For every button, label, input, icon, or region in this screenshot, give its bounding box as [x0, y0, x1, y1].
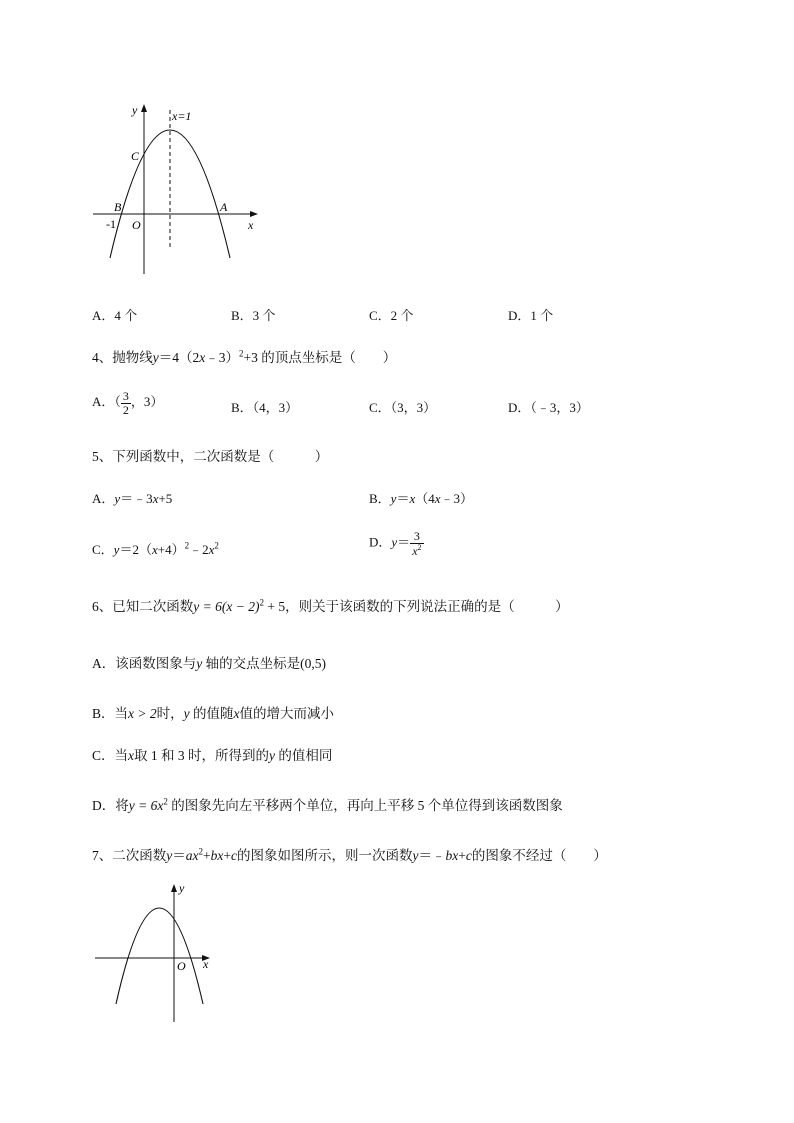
q5-a-mid: ＝﹣3 — [120, 491, 153, 506]
q4-option-d: D．（﹣3，3） — [508, 400, 589, 415]
figure2-parabola-curve — [116, 908, 203, 1004]
q6-option-a — [92, 652, 326, 672]
q4-tail: +3 的顶点坐标是（ ） — [243, 350, 397, 365]
figure1-point-c: C — [131, 149, 140, 163]
q7-post: 的图象不经过（ ） — [471, 848, 607, 863]
q6-b-cond: x > 2 — [128, 706, 157, 721]
q5-c-y: y — [113, 542, 120, 557]
figure2-origin: O — [177, 959, 186, 973]
q6-formula-sup: 2 — [259, 597, 264, 608]
q5-b-x: x — [409, 491, 416, 506]
figure1-axis-label: x=1 — [172, 109, 192, 123]
q7-c: c — [231, 848, 237, 863]
q5-a-y: y — [114, 491, 121, 506]
figure1-parabola-graph — [88, 98, 268, 280]
q3-option-a: A．4 个 — [92, 308, 138, 323]
q4-a-post: ，3） — [130, 394, 164, 410]
q6-formula-tail: + 5 — [263, 599, 286, 614]
q6-stem-post: ，则关于该函数的下列说法正确的是（ ） — [285, 599, 569, 614]
q5-d-den: x — [412, 543, 418, 558]
q6-option-c — [92, 744, 332, 764]
figure1-x-label: x — [248, 218, 254, 232]
figure2-y-label: y — [179, 881, 185, 895]
q3-option-d: D．1 个 — [508, 308, 554, 323]
q7-a: ax — [185, 848, 199, 863]
q5-d-eq: ＝ — [397, 534, 411, 550]
q7-y2: y — [412, 848, 419, 863]
q4-sup: 2 — [239, 348, 244, 359]
q5-b-pre: B． — [369, 491, 391, 506]
q6-d-pre: D．将 — [92, 798, 129, 813]
q6-d-sup: 2 — [163, 796, 168, 807]
q6-d-formula: y = 6x — [128, 798, 164, 813]
q5-d-sup: 2 — [417, 542, 422, 552]
q6-b-post: 值的增大而减小 — [239, 706, 334, 721]
q6-b-pre: B．当 — [92, 706, 129, 721]
q4-rest: ﹣3） — [205, 350, 239, 365]
q7-pre: 7、二次函数 — [92, 848, 167, 863]
q4-stem — [92, 346, 396, 366]
q4-x: x — [199, 350, 206, 365]
q7-bx: bx — [210, 848, 224, 863]
q6-a-pre: A．该函数图象与 — [92, 656, 197, 671]
q7-c2: c — [465, 848, 472, 863]
q7-sup: 2 — [198, 846, 203, 857]
q6-c-mid: 取 1 和 3 时，所得到的 — [134, 748, 270, 763]
q5-c-mid: +4） — [157, 542, 185, 557]
q4-option-a — [92, 390, 163, 416]
q7-bx2: bx — [445, 848, 459, 863]
q5-c-sup: 2 — [184, 540, 190, 551]
figure2-y-arrow — [171, 884, 177, 892]
figure2-x-label: x — [203, 957, 209, 971]
q6-a-y: y — [196, 656, 203, 671]
q6-d-post: 的图象先向左平移两个单位，再向上平移 5 个单位得到该函数图象 — [167, 798, 563, 813]
q6-stem — [92, 595, 569, 615]
q5-c-minus: ﹣2 — [189, 542, 209, 557]
q5-c-x: x — [151, 542, 158, 557]
q5-a-x: x — [152, 491, 159, 506]
figure1-x-arrow — [250, 211, 258, 217]
q6-c-x: x — [128, 748, 135, 763]
q4-option-b: B．（4，3） — [231, 400, 299, 415]
q6-option-d — [92, 794, 563, 814]
q5-a-pre: A． — [92, 491, 115, 506]
q7-stem — [92, 844, 607, 864]
q4-a-pre: A．（ — [92, 394, 121, 410]
q7-plus2: + — [223, 848, 231, 863]
q5-stem: 5、下列函数中，二次函数是（ ） — [92, 449, 329, 464]
q5-c-x2: x — [208, 542, 215, 557]
q6-stem-pre: 6、已知二次函数 — [92, 599, 194, 614]
q5-c-sup2: 2 — [214, 540, 219, 551]
figure1-y-label: y — [132, 103, 138, 117]
q3-option-c: C．2 个 — [369, 308, 414, 323]
q5-b-open: （4 — [415, 491, 435, 506]
q5-c-eq: ＝2（ — [119, 542, 152, 557]
figure1-point-b: B — [114, 200, 122, 214]
q5-d-den-wrap — [410, 544, 423, 558]
q4-option-c: C．（3，3） — [369, 400, 437, 415]
q5-option-c — [92, 539, 219, 558]
q6-c-y: y — [269, 748, 276, 763]
q5-b-eq: ＝ — [396, 491, 410, 506]
q4-a-den: 2 — [122, 402, 129, 417]
q5-option-d — [369, 530, 424, 557]
q7-eq2: ＝﹣ — [418, 848, 446, 863]
q6-c-post: 的值相同 — [275, 748, 333, 763]
q5-b-y: y — [390, 491, 397, 506]
q5-d-num: 3 — [410, 530, 423, 544]
q5-c-pre: C． — [92, 542, 114, 557]
q4-y: y — [152, 350, 159, 365]
q5-b-x2: x — [434, 491, 441, 506]
q6-b-mid: 时， — [156, 706, 184, 721]
q5-d-fraction — [410, 530, 423, 557]
q4-a-fraction — [121, 390, 131, 416]
q7-y1: y — [166, 848, 173, 863]
q6-b-mid2: 的值随 — [189, 706, 234, 721]
q6-b-x: x — [233, 706, 240, 721]
q4-a-num: 3 — [122, 389, 129, 403]
figure1-point-a: A — [220, 200, 228, 214]
figure1-y-arrow — [141, 104, 147, 112]
figure1-neg-one: -1 — [106, 217, 116, 231]
q6-option-b — [92, 702, 334, 722]
q6-b-y: y — [183, 706, 190, 721]
q5-d-y: y — [391, 534, 398, 550]
q4-eq: ＝4（2 — [158, 350, 200, 365]
q7-plus3: + — [458, 848, 466, 863]
q7-plus1: + — [203, 848, 211, 863]
q7-mid: 的图象如图所示，则一次函数 — [237, 848, 413, 863]
q6-formula: y = 6(x − 2) — [193, 599, 260, 614]
q6-c-pre: C．当 — [92, 748, 129, 763]
q6-a-post: 轴的交点坐标是(0,5) — [202, 656, 326, 671]
q5-d-pre: D． — [369, 534, 392, 550]
figure1-origin: O — [132, 218, 141, 232]
q5-b-tail: ﹣3） — [440, 491, 474, 506]
q5-option-b — [369, 488, 473, 507]
q5-a-tail: +5 — [158, 491, 173, 506]
q5-option-a — [92, 488, 172, 507]
q7-eq1: ＝ — [172, 848, 186, 863]
q3-option-b: B．3 个 — [231, 308, 276, 323]
q4-prefix: 4、抛物线 — [92, 350, 153, 365]
figure2-parabola-graph — [90, 878, 220, 1026]
